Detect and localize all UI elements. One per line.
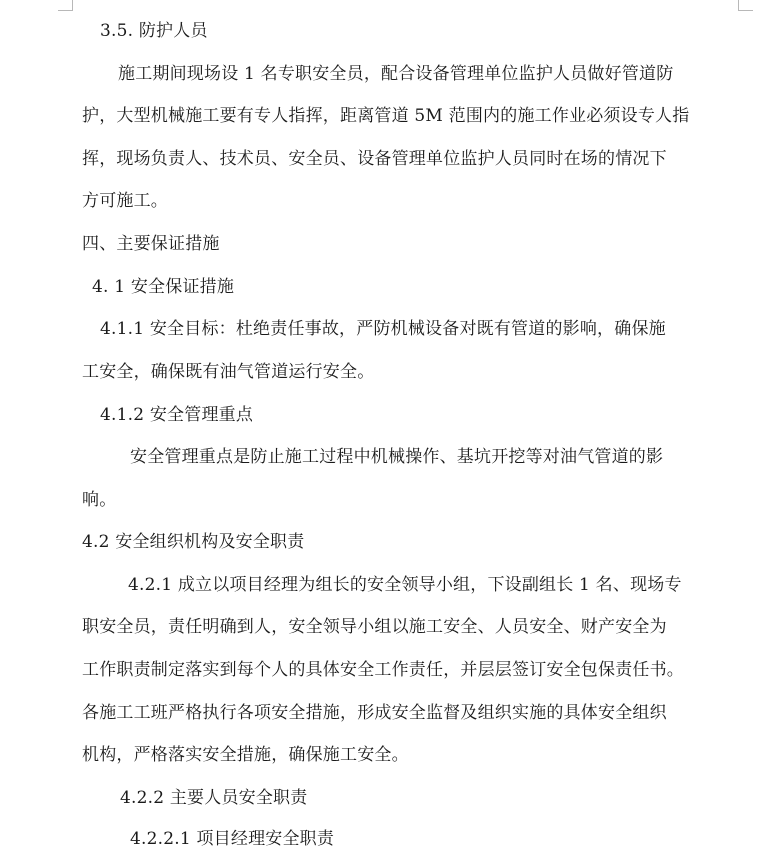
section-heading-3-5: 3.5. 防护人员 [100,21,208,41]
paragraph-line: 挥，现场负责人、技术员、安全员、设备管理单位监护人员同时在场的情况下 [82,149,667,169]
paragraph-line: 护，大型机械施工要有专人指挥，距离管道 5M 范围内的施工作业必须设专人指 [82,106,690,126]
paragraph-line: 施工期间现场设 1 名专职安全员，配合设备管理单位监护人员做好管道防 [118,64,674,84]
section-heading-4-1-2: 4.1.2 安全管理重点 [100,405,254,425]
chapter-heading-4: 四、主要保证措施 [82,234,220,254]
paragraph-line: 各施工工班严格执行各项安全措施，形成安全监督及组织实施的具体安全组织 [82,703,667,723]
paragraph-line: 方可施工。 [82,191,168,211]
paragraph-line: 4.2.1 成立以项目经理为组长的安全领导小组，下设副组长 1 名、现场专 [128,575,682,595]
paragraph-line: 机构，严格落实安全措施，确保施工安全。 [82,745,409,765]
paragraph-line: 职安全员，责任明确到人，安全领导小组以施工安全、人员安全、财产安全为 [82,617,667,637]
section-heading-4-2-2-1: 4.2.2.1 项目经理安全职责 [130,829,335,849]
section-heading-4-2: 4.2 安全组织机构及安全职责 [82,532,305,552]
paragraph-line: 工作职责制定落实到每个人的具体安全工作责任，并层层签订安全包保责任书。 [82,660,684,680]
page-corner-mark-left [58,0,73,11]
paragraph-line: 响。 [82,490,117,510]
paragraph-line: 工安全，确保既有油气管道运行安全。 [82,362,375,382]
page-corner-mark-right [738,0,753,11]
section-heading-4-1: 4. 1 安全保证措施 [92,277,235,297]
paragraph-line: 4.1.1 安全目标：杜绝责任事故，严防机械设备对既有管道的影响，确保施 [100,319,666,339]
paragraph-line: 安全管理重点是防止施工过程中机械操作、基坑开挖等对油气管道的影 [130,447,664,467]
section-heading-4-2-2: 4.2.2 主要人员安全职责 [120,788,308,808]
